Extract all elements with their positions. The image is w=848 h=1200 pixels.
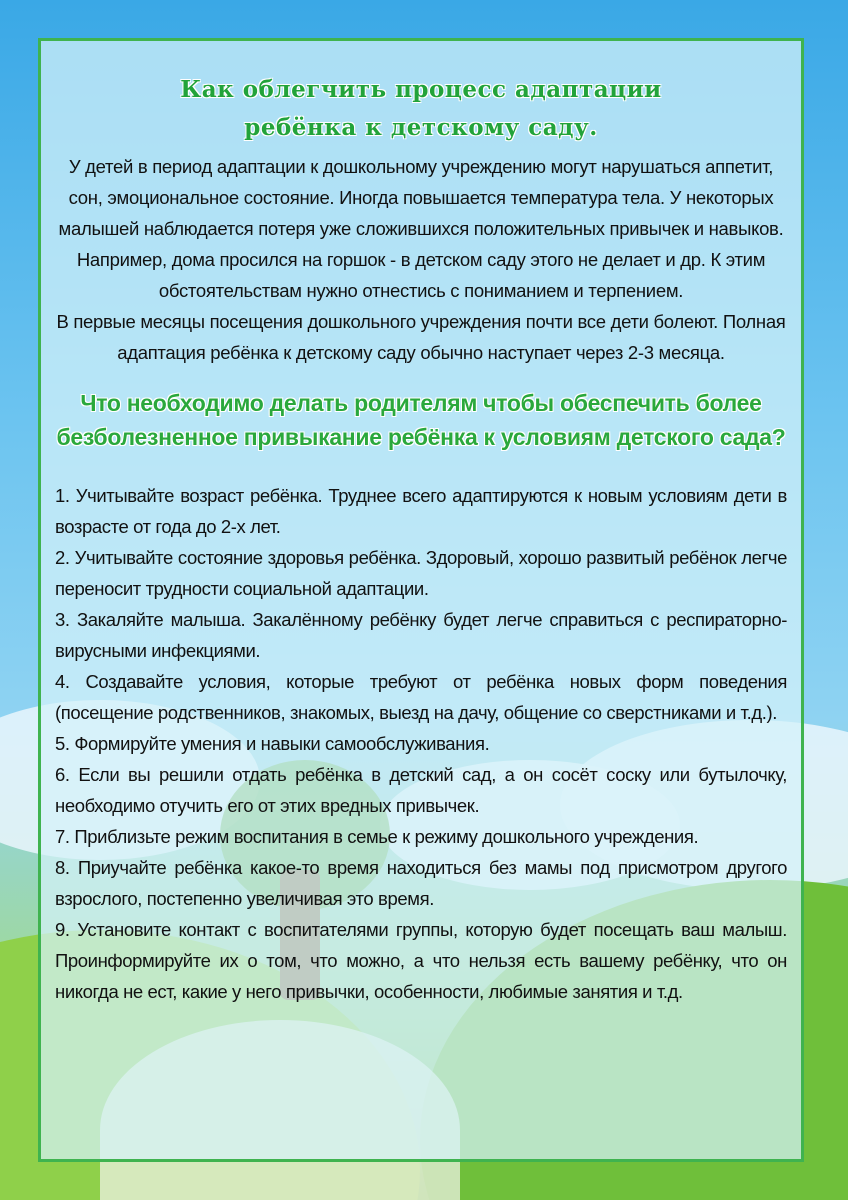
tip-item: 6. Если вы решили отдать ребёнка в детский сад, а он сосёт соску или бутылочку, необходимо отучить его от этих вредных привычек. [55, 764, 787, 816]
tip-item: 8. Приучайте ребёнка какое-то время находиться без мамы под присмотром другого взрослого, постепенно увеличивая это время. [55, 857, 787, 909]
content-panel [38, 38, 804, 1162]
page-title [55, 71, 787, 147]
tips-list [55, 480, 787, 1007]
intro-paragraph: У детей в период адаптации к дошкольному учреждению могут нарушаться аппетит, сон, эмоциональное состояние. Иногда повышается температура тела. У некоторых малышей наблюдается потеря уже сложившихся положительных привычек и навыков. Например, дома просился на горшок - в детском саду этого не делает и др. К этим обстоятельствам нужно отнестись с пониманием и терпением. [58, 156, 784, 301]
tip-item: 3. Закаляйте малыша. Закалённому ребёнку будет легче справиться с респираторно-вирусными инфекциями. [55, 609, 787, 661]
section-heading: Что необходимо делать родителям чтобы обеспечить более безболезненное привыкание ребёнка к условиям детского сада? [56, 390, 786, 450]
tip-item: 7. Приблизьте режим воспитания в семье к режиму дошкольного учреждения. [55, 826, 699, 847]
tip-item: 4. Создавайте условия, которые требуют от ребёнка новых форм поведения (посещение родственников, знакомых, выезд на дачу, общение со сверстниками и т.д.). [55, 671, 787, 723]
tip-item: 2. Учитывайте состояние здоровья ребёнка. Здоровый, хорошо развитый ребёнок легче переносит трудности социальной адаптации. [55, 547, 787, 599]
tip-item: 9. Установите контакт с воспитателями группы, которую будет посещать ваш малыш. Проинформируйте их о том, что можно, а что нельзя есть вашему ребёнку, что он никогда не ест, какие у него привычки, особенности, любимые занятия и т.д. [55, 919, 787, 1002]
tip-item: 1. Учитывайте возраст ребёнка. Труднее всего адаптируются к новым условиям дети в возрасте от года до 2-х лет. [55, 485, 787, 537]
intro-paragraph: В первые месяцы посещения дошкольного учреждения почти все дети болеют. Полная адаптация ребёнка к детскому саду обычно наступает через 2-3 месяца. [56, 311, 786, 363]
tip-item: 5. Формируйте умения и навыки самообслуживания. [55, 733, 490, 754]
intro-text [55, 151, 787, 368]
title-line-2: ребёнка к детскому саду. [244, 114, 598, 141]
title-line-1: Как облегчить процесс адаптации [180, 76, 662, 103]
